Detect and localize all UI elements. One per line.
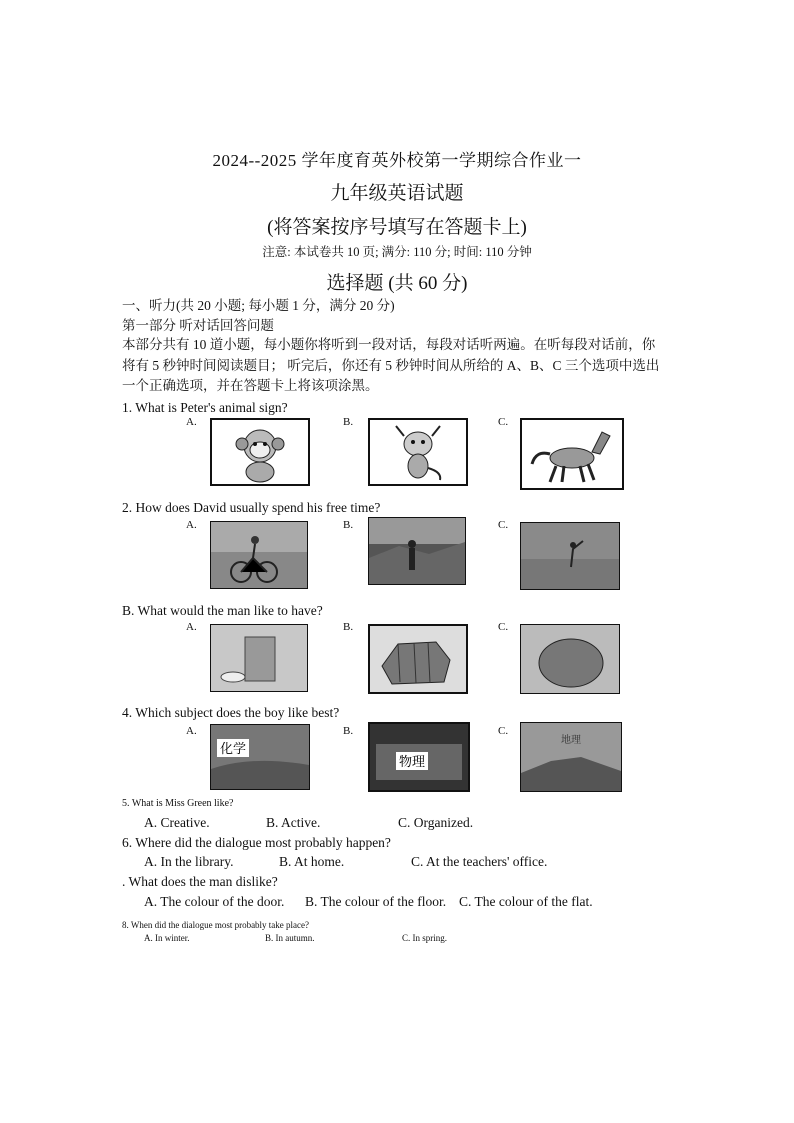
question-2-text: 2. How does David usually spend his free time?	[122, 500, 381, 515]
q7-option-a: A. The colour of the door.	[144, 894, 285, 909]
question-3-text: B. What would the man like to have?	[122, 603, 323, 618]
question-4-text: 4. Which subject does the boy like best?	[122, 705, 340, 720]
section-title: 选择题 (共 60 分)	[326, 273, 468, 294]
bread-photo	[368, 624, 468, 694]
exam-title: 2024--2025 学年度育英外校第一学期综合作业一	[212, 151, 582, 170]
option-label: A.	[186, 519, 197, 531]
exam-subtitle: 九年级英语试题	[330, 183, 464, 204]
option-label: A.	[186, 725, 197, 737]
instruction-line: 一个正确选项，并在答题卡上将该项涂黑。	[122, 378, 379, 393]
question-7-text: . What does the man dislike?	[122, 874, 278, 889]
option-label: C.	[498, 621, 509, 633]
q8-option-a: A. In winter.	[144, 933, 190, 943]
geography-book	[520, 722, 622, 792]
q6-option-a: A. In the library.	[144, 854, 234, 869]
physics-book	[368, 722, 470, 792]
hiking-photo	[368, 517, 466, 585]
book-title: 化学	[219, 742, 247, 757]
monkey-picture	[210, 418, 310, 486]
option-label: A.	[186, 416, 197, 428]
instruction-line: 将有 5 秒钟时间阅读题目； 听完后，你还有 5 秒钟时间从所给的 A、B、C 三个选项中选出	[122, 358, 660, 373]
q6-option-b: B. At home.	[279, 854, 345, 869]
option-label: C.	[498, 725, 509, 737]
question-1-text: 1. What is Peter's animal sign?	[122, 400, 288, 415]
option-label: B.	[343, 621, 354, 633]
fishing-photo	[520, 522, 620, 590]
instruction-line: 本部分共有 10 道小题，每小题你将听到一段对话，每段对话听两遍。在听每段对话前，你	[122, 337, 656, 352]
option-label: C.	[498, 519, 509, 531]
question-8-text: 8. When did the dialogue most probably take place?	[122, 920, 310, 930]
option-label: A.	[186, 621, 197, 633]
option-label: B.	[343, 725, 354, 737]
cake-photo	[520, 624, 620, 694]
q8-option-b: B. In autumn.	[265, 933, 315, 943]
q6-option-c: C. At the teachers' office.	[411, 854, 548, 869]
book-title: 物理	[398, 755, 426, 770]
question-5-text: 5. What is Miss Green like?	[122, 798, 234, 809]
drink-photo	[210, 624, 308, 692]
q5-option-a: A. Creative.	[144, 815, 210, 830]
answer-instruction: (将答案按序号填写在答题卡上)	[267, 217, 527, 238]
option-label: C.	[498, 416, 509, 428]
q7-option-c: C. The colour of the flat.	[459, 894, 593, 909]
q8-option-c: C. In spring.	[402, 933, 447, 943]
dragon-picture	[368, 418, 468, 486]
q5-option-b: B. Active.	[266, 815, 321, 830]
horse-picture	[520, 418, 624, 490]
listening-heading: 一、听力(共 20 小题; 每小题 1 分，满分 20 分)	[122, 298, 395, 313]
chemistry-book	[210, 724, 310, 790]
option-label: B.	[343, 416, 354, 428]
book-title: 地理	[561, 735, 581, 746]
question-6-text: 6. Where did the dialogue most probably happen?	[122, 835, 391, 850]
q5-option-c: C. Organized.	[398, 815, 474, 830]
exam-notice: 注意: 本试卷共 10 页; 满分: 110 分; 时间: 110 分钟	[262, 245, 532, 259]
cycling-photo	[210, 521, 308, 589]
part-subheading: 第一部分 听对话回答问题	[122, 318, 274, 333]
option-label: B.	[343, 519, 354, 531]
q7-option-b: B. The colour of the floor.	[305, 894, 447, 909]
